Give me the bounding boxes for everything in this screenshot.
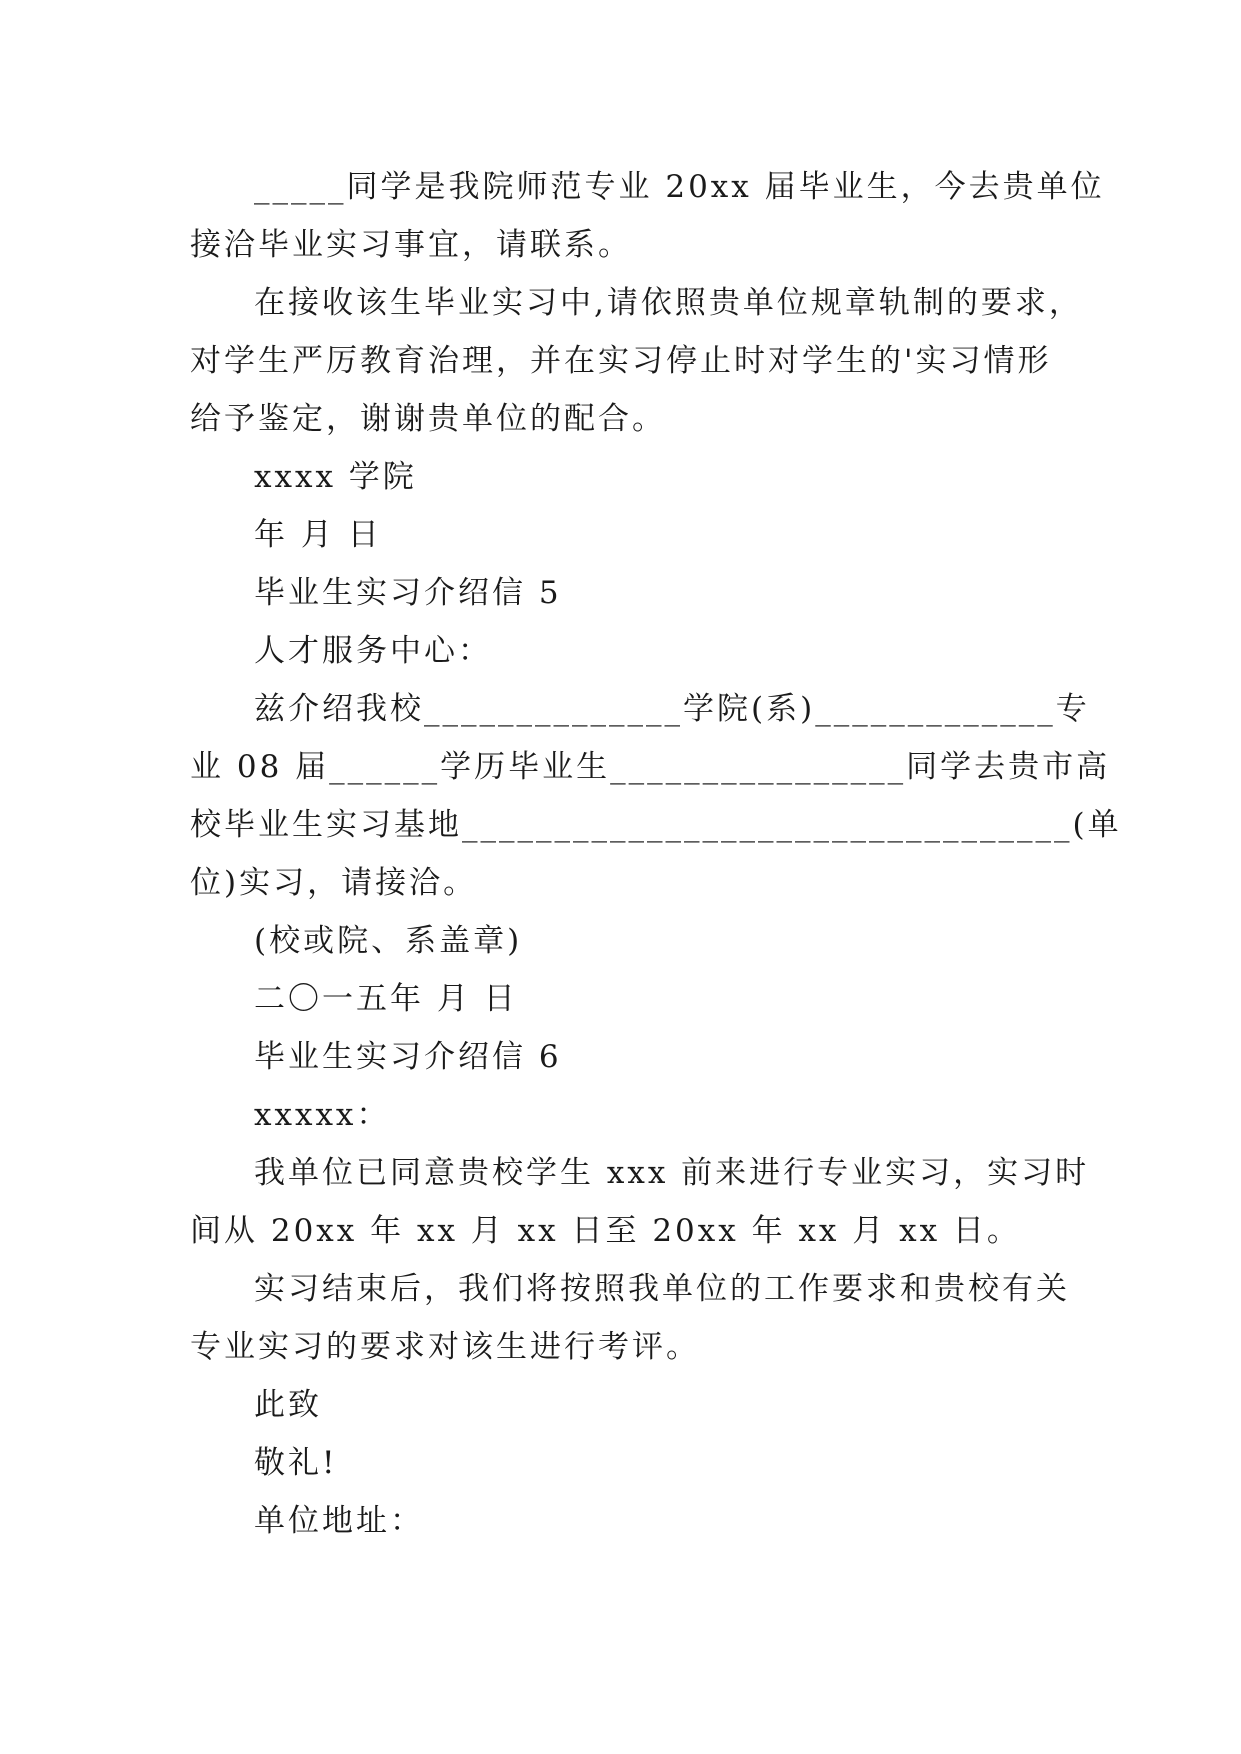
signature-institution: xxxx 学院 bbox=[254, 459, 417, 495]
salutation: xxxxx： bbox=[254, 1097, 391, 1133]
paragraph-line: 位)实习，请接洽。 bbox=[190, 865, 478, 901]
paragraph-line: 给予鉴定，谢谢贵单位的配合。 bbox=[190, 401, 666, 437]
seal-note: (校或院、系盖章) bbox=[254, 923, 523, 959]
section-heading: 毕业生实习介绍信 6 bbox=[254, 1039, 562, 1075]
paragraph-line: 业 08 届______学历毕业生________________同学去贵市高 bbox=[190, 749, 1111, 785]
address-label: 单位地址： bbox=[254, 1503, 424, 1539]
salutation: 人才服务中心： bbox=[254, 633, 492, 669]
paragraph-line: 我单位已同意贵校学生 xxx 前来进行专业实习，实习时 bbox=[254, 1155, 1090, 1191]
paragraph-line: 专业实习的要求对该生进行考评。 bbox=[190, 1329, 700, 1365]
paragraph-line: 在接收该生毕业实习中,请依照贵单位规章轨制的要求， bbox=[254, 285, 1083, 321]
paragraph-line: _____同学是我院师范专业 20xx 届毕业生，今去贵单位 bbox=[254, 169, 1105, 205]
paragraph-line: 接洽毕业实习事宜，请联系。 bbox=[190, 227, 632, 263]
signature-date: 年 月 日 bbox=[254, 517, 382, 553]
paragraph-line: 校毕业生实习基地_________________________________(单 bbox=[190, 807, 1122, 843]
closing-line: 敬礼! bbox=[254, 1445, 338, 1481]
paragraph-line: 实习结束后，我们将按照我单位的工作要求和贵校有关 bbox=[254, 1271, 1070, 1307]
section-heading: 毕业生实习介绍信 5 bbox=[254, 575, 562, 611]
paragraph-line: 对学生严厉教育治理，并在实习停止时对学生的'实习情形 bbox=[190, 343, 1052, 379]
signature-date: 二〇一五年 月 日 bbox=[254, 981, 518, 1017]
closing-line: 此致 bbox=[254, 1387, 322, 1423]
paragraph-line: 间从 20xx 年 xx 月 xx 日至 20xx 年 xx 月 xx 日。 bbox=[190, 1213, 1021, 1249]
paragraph-line: 兹介绍我校______________学院(系)_____________专 bbox=[254, 691, 1090, 727]
document-body bbox=[190, 158, 1122, 1550]
